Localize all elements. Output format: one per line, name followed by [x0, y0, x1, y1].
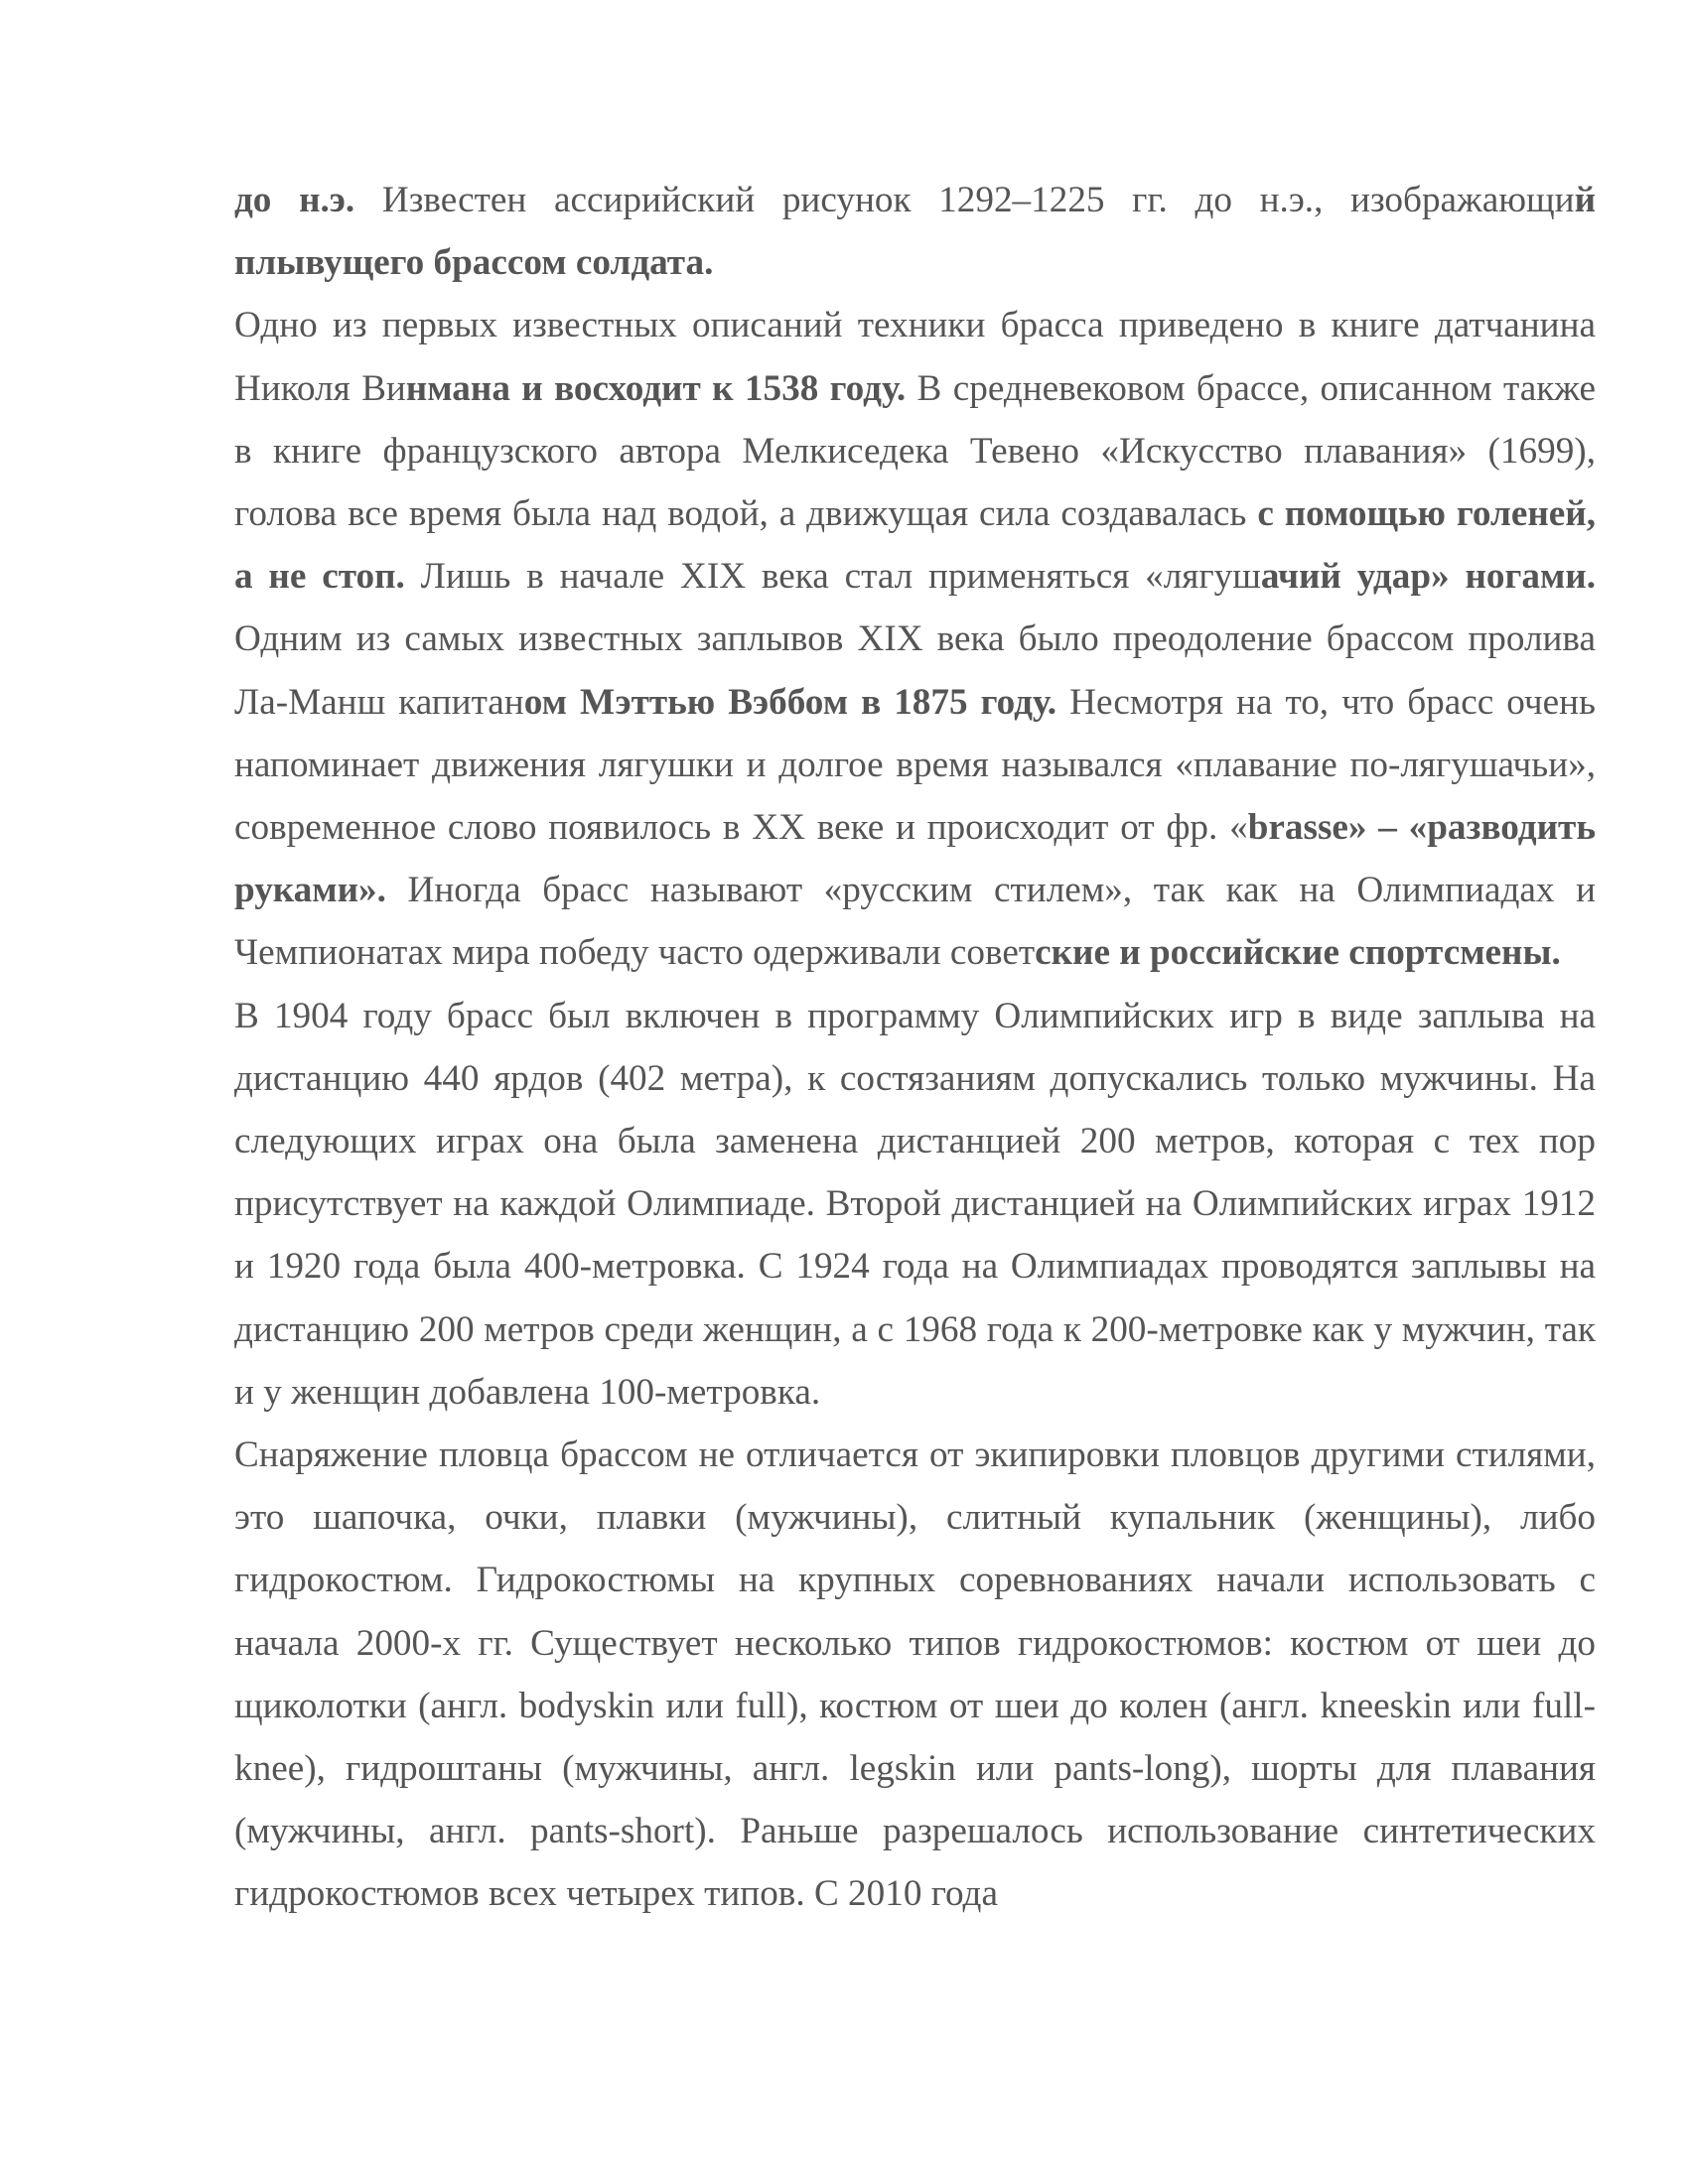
document-page — [234, 169, 1596, 1926]
bold-fragment: нмана и восходит к 1538 году. — [405, 367, 907, 409]
text-fragment: Одно из первых известных описаний техники брасса приведено в книге датчанина Николя Ви — [234, 305, 1596, 409]
text-fragment: Одним из самых известных заплывов XIX века было преодоление брассом пролива Ла-Манш капитан — [234, 618, 1596, 723]
text-fragment: Известен ассирийский рисунок 1292–1225 гг. до н.э., изображающи — [354, 180, 1575, 220]
text-fragment: В 1904 году брасс был включен в программу Олимпийских игр в виде заплыва на дистанцию 440 ярдов (402 метра), к состязаниям допускались только мужчины. На следующих играх она была заменена дистанцией 200 метров, которая с тех пор присутствует на каждой Олимпиаде. Второй дистанцией на Олимпийских играх 1912 и 1920 года была 400-метровка. С 1924 года на Олимпиадах проводятся заплывы на дистанцию 200 метров среди женщин, а с 1968 года к 200-метровке как у мужчин, так и у женщин добавлена 100-метровка. — [234, 995, 1596, 1413]
text-fragment: Иногда брасс называют «русским стилем», так как на Олимпиадах и Чемпионатах мира победу часто одерживали совет — [234, 870, 1596, 974]
bold-fragment: ом Мэттью Вэббом в 1875 году. — [523, 681, 1057, 723]
paragraph-olympic-history — [234, 985, 1596, 1424]
text-fragment: Несмотря на то, что брасс очень напоминает движения лягушки и долгое время назывался «плавание по-лягушачьи», современное слово появилось в XX веке и происходит от фр. « — [234, 681, 1597, 849]
text-fragment: Лишь в начале XIX века стал применяться «лягуш — [404, 556, 1261, 598]
text-fragment: Снаряжение пловца брассом не отличается от экипировки пловцов другими стилями, это шапочка, очки, плавки (мужчины), слитный купальник (женщины), либо гидрокостюм. Гидрокостюмы на крупных соревнованиях начали использовать с начала 2000-х гг. Существует несколько типов гидрокостюмов: костюм от шеи до щиколотки (англ. bodyskin или full), костюм от шеи до колен (англ. kneeskin или full-knee), гидроштаны (мужчины, англ. legskin или pants-long), шорты для плавания (мужчины, англ. pants-short). Раньше разрешалось использование синтетических гидрокостюмов всех четырех типов. С 2010 года — [234, 1434, 1596, 1915]
bold-fragment: до н.э. — [234, 180, 355, 220]
paragraph-equipment — [234, 1424, 1596, 1926]
bold-fragment: й плывущего брассом солдата. — [234, 180, 1596, 284]
paragraph-breaststroke-origins — [234, 294, 1596, 984]
bold-fragment: ачий удар» ногами. — [1260, 556, 1597, 598]
text-fragment: В средневековом брассе, описанном также в книге французского автора Мелкиседека Тевено «Искусство плавания» (1699), голова все время была над водой, а движущая сила создавалась — [234, 367, 1597, 535]
paragraph-ancient-history — [234, 169, 1596, 294]
bold-fragment: ские и российские спортсмены. — [1035, 932, 1561, 974]
bold-fragment: brasse» – «разводить руками». — [234, 807, 1596, 911]
bold-fragment: с помощью голеней, а не стоп. — [234, 493, 1596, 598]
